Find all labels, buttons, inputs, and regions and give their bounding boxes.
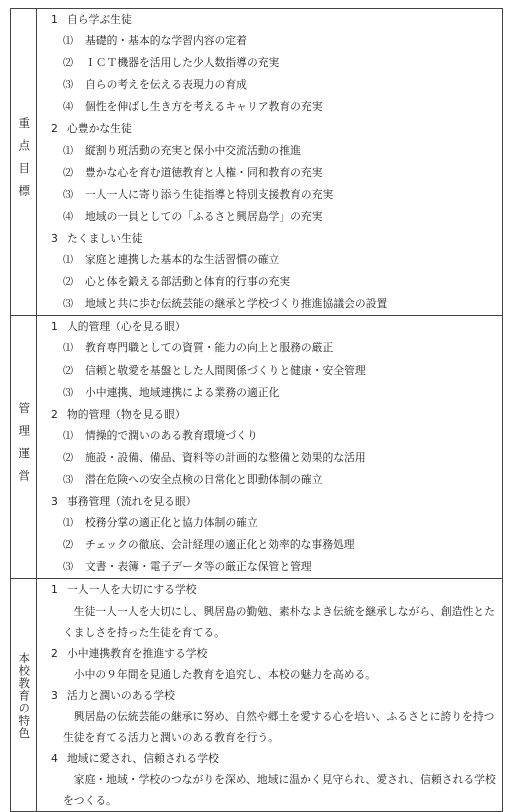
list-item: ⑴ 縦割り班活動の充実と保小中交流活動の推進 bbox=[63, 143, 301, 157]
list-item: ⑵ チェックの徹底、会計経理の適正化と効率的な事務処理 bbox=[63, 538, 355, 552]
feature-heading: 4 地域に愛され、信頼される学校 bbox=[51, 752, 219, 766]
section-content bbox=[37, 316, 503, 579]
feature-heading: 1 一人一人を大切にする学校 bbox=[51, 583, 197, 597]
list-item: ⑵ 信頼と敬愛を基盤とした人間関係づくりと健康・安全管理 bbox=[63, 363, 366, 377]
feature-body: 生徒一人一人を大切にし、興居島の勤勉、素朴なよき伝統を継承しながら、創造性とたくましさを持った生徒を育てる。 bbox=[63, 604, 495, 639]
section-content bbox=[37, 579, 503, 812]
group-heading: 1 人的管理（心を見る眼） bbox=[51, 320, 186, 334]
list-item: ⑵ 施設・設備、備品、資料等の計画的な整備と効果的な活用 bbox=[63, 450, 366, 464]
feature-body: 興居島の伝統芸能の継承に努め、自然や郷土を愛する心を培い、ふるさとに誇りを持つ生徒を育てる活力と潤いのある教育を行う。 bbox=[63, 710, 495, 745]
section-school-features bbox=[11, 579, 503, 812]
list-item: ⑶ 自らの考えを伝える表現力の育成 bbox=[63, 78, 247, 92]
list-item: ⑴ 校務分掌の適正化と協力体制の確立 bbox=[63, 516, 258, 530]
group-heading: 2 物的管理（物を見る眼） bbox=[51, 407, 186, 421]
section-priority-goals bbox=[11, 9, 503, 316]
list-item: ⑵ ＩＣＴ機器を活用した少人数指導の充実 bbox=[63, 56, 280, 70]
list-item: ⑶ 小中連携、地域連携による業務の適正化 bbox=[63, 385, 280, 399]
feature-body: 家庭・地域・学校のつながりを深め、地域に温かく見守られ、愛され、信頼される学校をつくる。 bbox=[63, 773, 496, 808]
group-heading: 3 たくましい生徒 bbox=[51, 231, 143, 245]
section-label: 管理運営 bbox=[17, 402, 32, 493]
school-plan-table bbox=[10, 8, 503, 812]
list-item: ⑶ 地域と共に歩む伝統芸能の継承と学校づくり推進協議会の設置 bbox=[63, 297, 388, 311]
section-management bbox=[11, 316, 503, 579]
section-label-cell bbox=[11, 579, 37, 812]
group-heading: 2 心豊かな生徒 bbox=[51, 122, 132, 136]
list-item: ⑵ 豊かな心を育む道徳教育と人権・同和教育の充実 bbox=[63, 165, 323, 179]
group-heading: 1 自ら学ぶ生徒 bbox=[51, 13, 132, 26]
list-item: ⑶ 潜在危険への安全点検の日常化と即動体制の確立 bbox=[63, 472, 323, 486]
section-label: 重点目標 bbox=[17, 117, 32, 208]
list-item: ⑶ 文書・表簿・電子データ等の厳正な保管と管理 bbox=[63, 560, 312, 574]
section-label-cell bbox=[11, 316, 37, 579]
list-item: ⑴ 教育専門職としての資質・能力の向上と服務の厳正 bbox=[63, 341, 334, 355]
school-plan-document bbox=[10, 8, 503, 812]
list-item: ⑴ 情操的で潤いのある教育環境づくり bbox=[63, 428, 258, 442]
section-label: 本校教育の特色 bbox=[17, 651, 32, 740]
list-item: ⑷ 個性を伸ばし生き方を考えるキャリア教育の充実 bbox=[63, 100, 323, 114]
feature-heading: 2 小中連携教育を推進する学校 bbox=[51, 646, 208, 660]
list-item: ⑴ 基礎的・基本的な学習内容の定着 bbox=[63, 34, 247, 48]
feature-heading: 3 活力と潤いのある学校 bbox=[51, 688, 175, 702]
list-item: ⑷ 地域の一員としての「ふるさと興居島学」の充実 bbox=[63, 209, 323, 223]
section-label-cell bbox=[11, 9, 37, 316]
feature-body: 小中の９年間を見通した教育を追究し、本校の魅力を高める。 bbox=[73, 667, 377, 681]
section-content bbox=[37, 9, 503, 316]
list-item: ⑶ 一人一人に寄り添う生徒指導と特別支援教育の充実 bbox=[63, 187, 334, 201]
list-item: ⑵ 心と体を鍛える部活動と体育的行事の充実 bbox=[63, 275, 291, 289]
group-heading: 3 事務管理（流れを見る眼） bbox=[51, 495, 197, 509]
list-item: ⑴ 家庭と連携した基本的な生活習慣の確立 bbox=[63, 253, 280, 267]
